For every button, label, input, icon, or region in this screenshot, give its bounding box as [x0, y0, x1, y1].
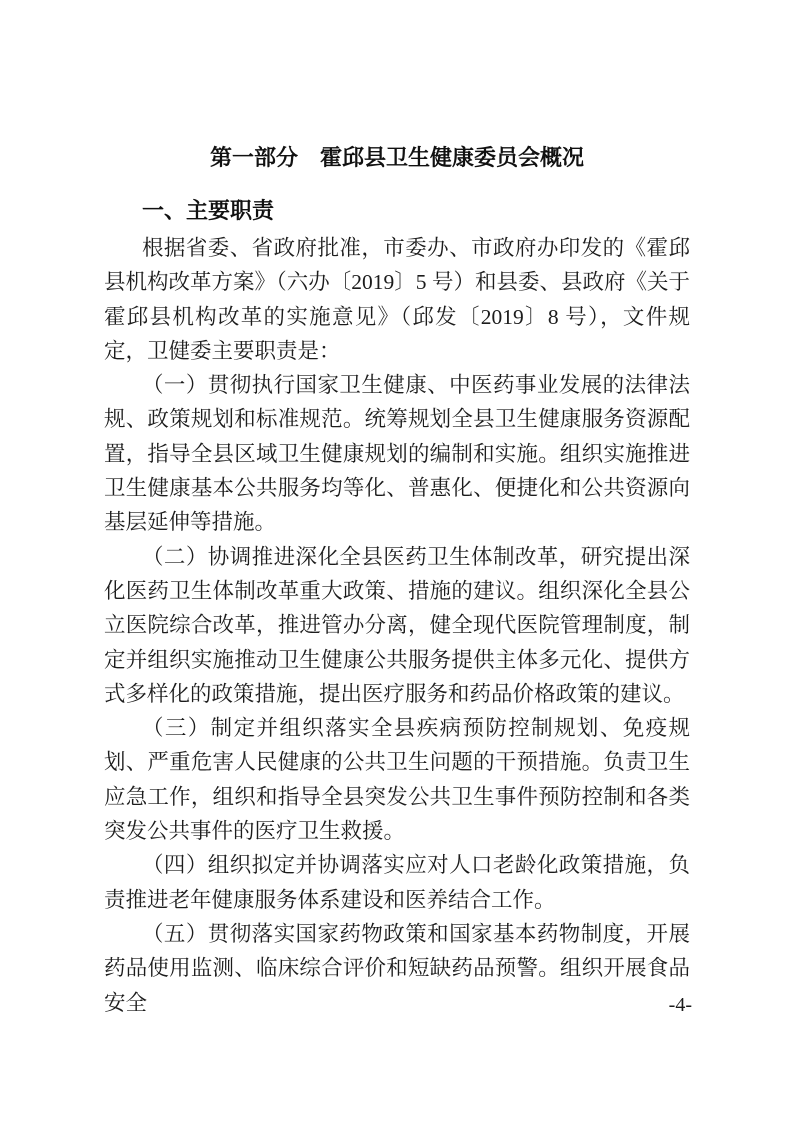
- page-number: -4-: [668, 994, 692, 1016]
- paragraph-5: （四）组织拟定并协调落实应对人口老龄化政策措施，负责推进老年健康服务体系建设和医养结合工作。: [104, 853, 690, 912]
- paragraph-3: （二）协调推进深化全县医药卫生体制改革，研究提出深化医药卫生体制改革重大政策、措施的建议。组织深化全县公立医院综合改革，推进管办分离，健全现代医院管理制度，制定并组织实施推动卫生健康公共服务提供主体多元化、提供方式多样化的政策措施，提出医疗服务和药品价格政策的建议。: [104, 544, 690, 706]
- section-heading: 一、主要职责: [142, 198, 275, 223]
- document-title: 第一部分 霍邱县卫生健康委员会概况: [209, 145, 584, 170]
- document-body: [104, 231, 690, 1020]
- paragraph-4: （三）制定并组织落实全县疾病预防控制规划、免疫规划、严重危害人民健康的公共卫生问题的干预措施。负责卫生应急工作，组织和指导全县突发公共卫生事件预防控制和各类突发公共事件的医疗卫生救援。: [104, 716, 690, 844]
- paragraph-6: （五）贯彻落实国家药物政策和国家基本药物制度，开展药品使用监测、临床综合评价和短缺药品预警。组织开展食品安全: [104, 921, 690, 1015]
- paragraph-1: 根据省委、省政府批准，市委办、市政府办印发的《霍邱县机构改革方案》（六办〔2019〕5 号）和县委、县政府《关于霍邱县机构改革的实施意见》（邱发〔2019〕8 号），文件规定，卫健委主要职责是：: [104, 236, 690, 363]
- paragraph-2: （一）贯彻执行国家卫生健康、中医药事业发展的法律法规、政策规划和标准规范。统筹规划全县卫生健康服务资源配置，指导全县区域卫生健康规划的编制和实施。组织实施推进卫生健康基本公共服务均等化、普惠化、便捷化和公共资源向基层延伸等措施。: [104, 373, 690, 535]
